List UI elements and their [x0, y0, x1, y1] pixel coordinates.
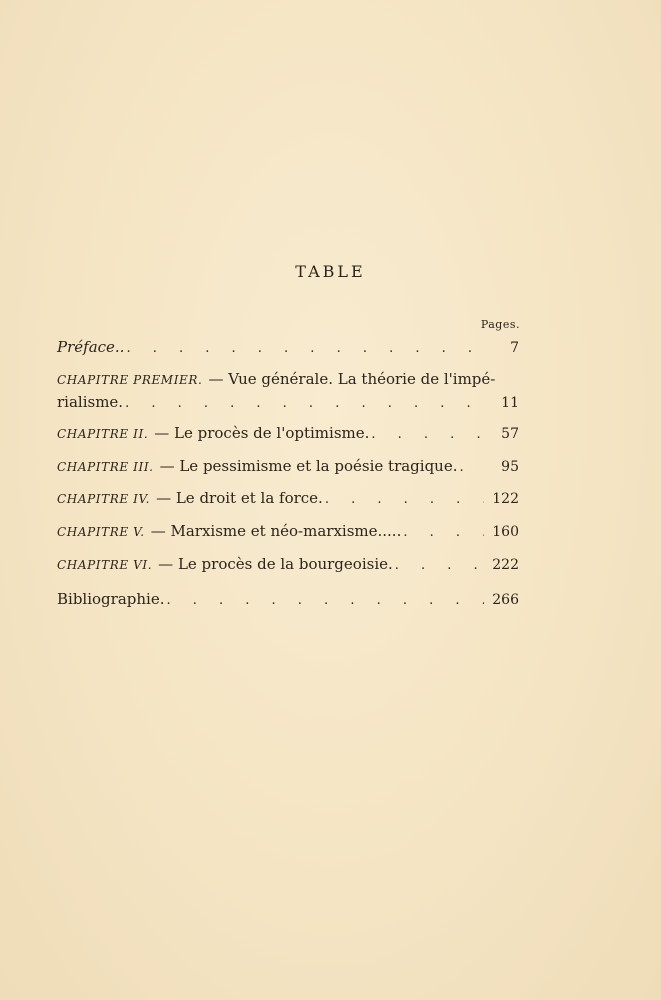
entry-title: — Le pessimisme et la poésie tragique. [159, 457, 458, 475]
leader-dots [126, 338, 485, 360]
leader-dots [403, 522, 484, 544]
toc-entry-chapter-4 [57, 487, 519, 511]
toc-entry-bibliography [57, 588, 519, 612]
page-number: 95 [501, 459, 519, 475]
leader-dots [460, 457, 486, 479]
toc-entry-preface [57, 336, 519, 360]
page-number: 222 [492, 557, 519, 573]
page-number: 57 [501, 426, 519, 442]
leader-dots [125, 393, 485, 415]
entry-title: — Le procès de la bourgeoisie. [158, 555, 393, 573]
page-number: 122 [492, 491, 519, 507]
toc-entry-chapter-3 [57, 455, 519, 479]
chapter-label: CHAPITRE VI. [57, 558, 153, 572]
page-number: 160 [492, 524, 519, 540]
entry-title: — Le droit et la force. [156, 489, 323, 507]
entry-title: Bibliographie. [57, 590, 165, 608]
page-title: TABLE [295, 262, 366, 281]
entry-title: Préface.. [57, 338, 125, 356]
leader-dots [395, 555, 485, 577]
entry-title: — Vue générale. La théorie de l'impé- [208, 370, 496, 388]
pages-column-label: Pages. [480, 318, 520, 331]
chapter-label: CHAPITRE III. [57, 460, 154, 474]
page-number: 266 [492, 592, 519, 608]
entry-title: — Le procès de l'optimisme. [154, 424, 370, 442]
chapter-label: CHAPITRE IV. [57, 492, 151, 506]
toc-entry-chapter-2 [57, 422, 519, 446]
leader-dots [325, 489, 484, 511]
toc-entry-chapter-6 [57, 553, 519, 577]
chapter-label: CHAPITRE V. [57, 525, 145, 539]
entry-title: — Marxisme et néo-marxisme..... [150, 522, 402, 540]
entry-title-continued: rialisme. [57, 393, 124, 411]
chapter-label: CHAPITRE PREMIER. [57, 373, 203, 387]
page-number: 7 [510, 340, 519, 356]
page-number: 11 [501, 395, 519, 411]
toc-entry-chapter-1 [57, 368, 519, 415]
toc-entry-chapter-5 [57, 520, 519, 544]
chapter-label: CHAPITRE II. [57, 427, 149, 441]
leader-dots [166, 590, 484, 612]
leader-dots [371, 424, 485, 446]
